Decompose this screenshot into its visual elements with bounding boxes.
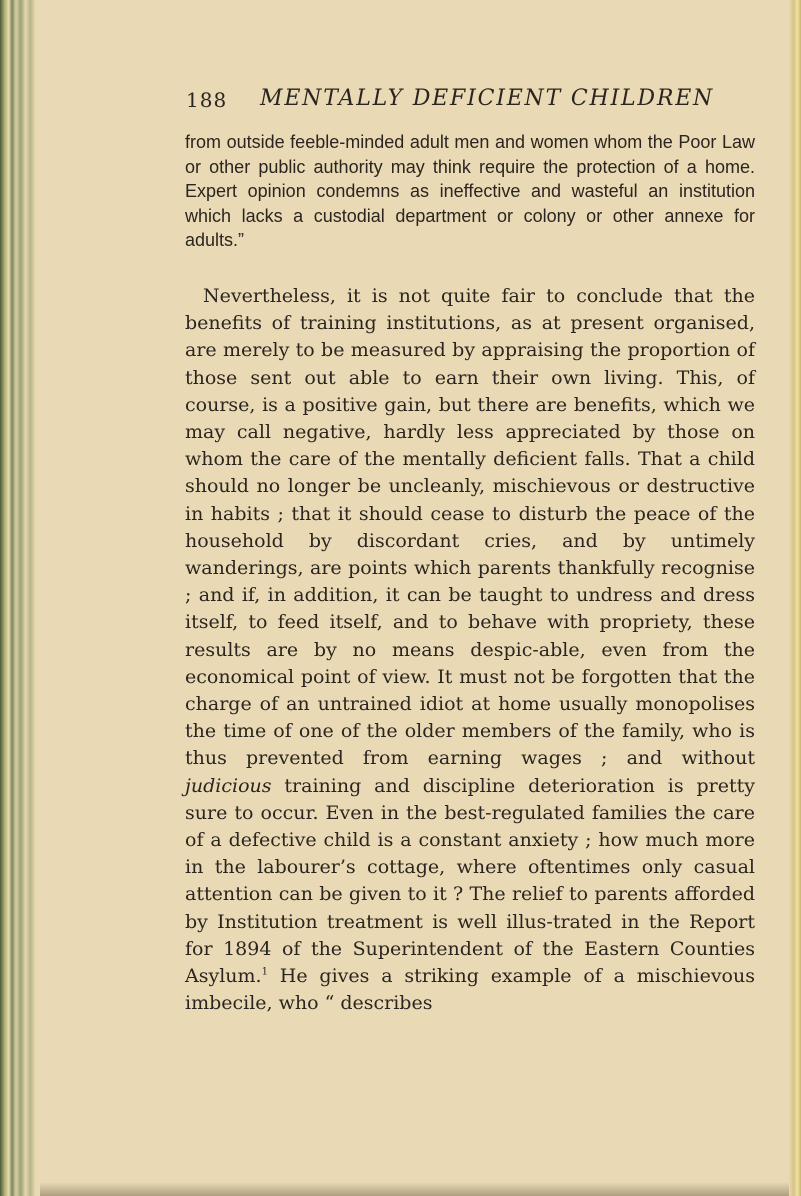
running-title: MENTALLY DEFICIENT CHILDREN	[260, 86, 715, 111]
emphasized-word: judicious	[185, 774, 272, 797]
page-header	[40, 84, 789, 120]
body-text-part-2: training and discipline deterioration is pretty sure to occur. Even in the best-regulated families the care of a defective child is a constant anxiety ; how much more in the labourer’s cottage, where oftentimes only casual attention can be given to it ? The relief to parents afforded by Institution treatment is well illus-trated in the Report for 1894 of the Superintendent of the Eastern Counties Asylum.	[185, 774, 755, 988]
page-shadow	[40, 1182, 789, 1196]
body-paragraph	[185, 283, 755, 1017]
body-text-part-1: Nevertheless, it is not quite fair to conclude that the benefits of training institutions, as at present organised, are merely to be measured by appraising the proportion of those sent out able to earn their own living. This, of course, is a positive gain, but there are benefits, which we may call negative, hardly less appreciated by those on whom the care of the mentally deficient falls. That a child should no longer be uncleanly, mischievous or destructive in habits ; that it should cease to disturb the peace of the household by discordant cries, and by untimely wanderings, are points which parents thankfully recognise ; and if, in addition, it can be taught to undress and dress itself, to feed itself, and to behave with propriety, these results are by no means despic-able, even from the economical point of view. It must not be forgotten that the charge of an untrained idiot at home usually monopolises the time of one of the older members of the family, who is thus prevented from earning wages ; and without	[185, 285, 755, 770]
book-gutter	[0, 0, 40, 1196]
quoted-passage: from outside feeble-minded adult men and women whom the Poor Law or other public authority may think require the protection of a home. Expert opinion condemns as ineffective and wasteful an institution which lacks a custodial department or colony or other annexe for adults.”	[185, 132, 755, 250]
page-edge	[789, 0, 801, 1196]
footnote-marker: 1	[261, 966, 268, 978]
page-number: 188	[186, 88, 228, 112]
book-page	[40, 0, 789, 1196]
body-text-part-3: He gives a striking example of a mischievous imbecile, who “ describes	[185, 965, 755, 1015]
